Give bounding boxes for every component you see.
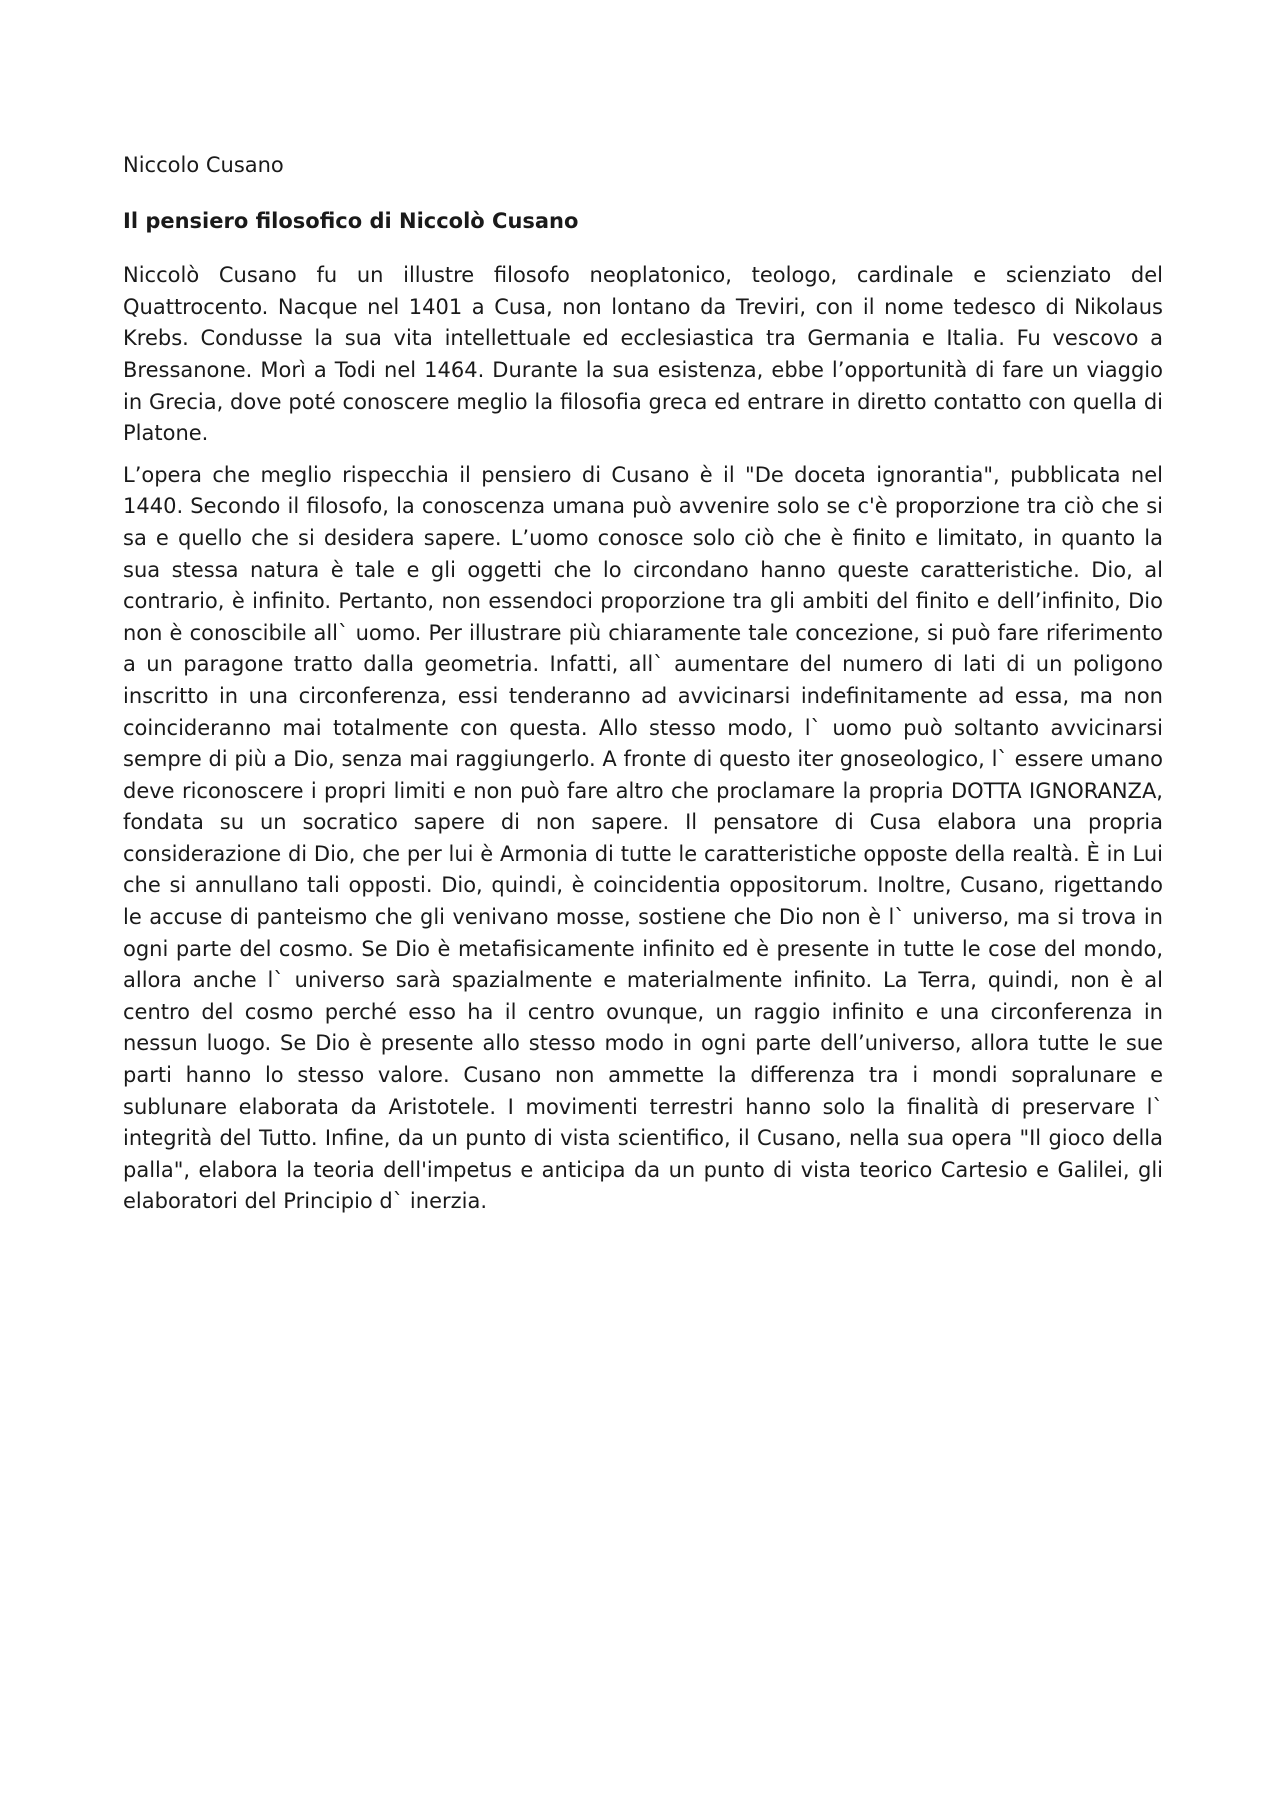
- document-heading: Niccolo Cusano: [123, 153, 284, 177]
- paragraph-intro: Niccolò Cusano fu un illustre filosofo neoplatonico, teologo, cardinale e scienziato del Quattrocento. Nacque nel 1401 a Cusa, non lontano da Treviri, con il nome tedesco di Nikolaus Krebs. Condusse la sua vita intellettuale ed ecclesiastica tra Germania e Italia. Fu vescovo a Bressanone. Morì a Todi nel 1464. Durante la sua esistenza, ebbe l’opportunità di fare un viaggio in Grecia, dove poté conoscere meglio la filosofia greca ed entrare in diretto contatto con quella di Platone.: [123, 263, 1163, 446]
- document-page: [123, 150, 1163, 1228]
- document-title: Il pensiero filosofico di Niccolò Cusano: [123, 208, 579, 233]
- paragraph-main: L’opera che meglio rispecchia il pensiero di Cusano è il "De doceta ignorantia", pubblicata nel 1440. Secondo il filosofo, la conoscenza umana può avvenire solo se c'è proporzione tra ciò che si sa e quello che si desidera sapere. L’uomo conosce solo ciò che è finito e limitato, in quanto la sua stessa natura è tale e gli oggetti che lo circondano hanno queste caratteristiche. Dio, al contrario, è infinito. Pertanto, non essendoci proporzione tra gli ambiti del finito e dell’infinito, Dio non è conoscibile all` uomo. Per illustrare più chiaramente tale concezione, si può fare riferimento a un paragone tratto dalla geometria. Infatti, all` aumentare del numero di lati di un poligono inscritto in una circonferenza, essi tenderanno ad avvicinarsi indefinitamente ad essa, ma non coincideranno mai totalmente con questa. Allo stesso modo, l` uomo può soltanto avvicinarsi sempre di più a Dio, senza mai raggiungerlo. A fronte di questo iter gnoseologico, l` essere umano deve riconoscere i propri limiti e non può fare altro che proclamare la propria DOTTA IGNORANZA, fondata su un socratico sapere di non sapere. Il pensatore di Cusa elabora una propria considerazione di Dio, che per lui è Armonia di tutte le caratteristiche opposte della realtà. È in Lui che si annullano tali opposti. Dio, quindi, è coincidentia oppositorum. Inoltre, Cusano, rigettando le accuse di panteismo che gli venivano mosse, sostiene che Dio non è l` universo, ma si trova in ogni parte del cosmo. Se Dio è metafisicamente infinito ed è presente in tutte le cose del mondo, allora anche l` universo sarà spazialmente e materialmente infinito. La Terra, quindi, non è al centro del cosmo perché esso ha il centro ovunque, un raggio infinito e una circonferenza in nessun luogo. Se Dio è presente allo stesso modo in ogni parte dell’universo, allora tutte le sue parti hanno lo stesso valore. Cusano non ammette la differenza tra i mondi sopralunare e sublunare elaborata da Aristotele. I movimenti terrestri hanno solo la finalità di preservare l` integrità del Tutto. Infine, da un punto di vista scientifico, il Cusano, nella sua opera "Il gioco della palla", elabora la teoria dell'impetus e anticipa da un punto di vista teorico Cartesio e Galilei, gli elaboratori del Principio d` inerzia.: [123, 462, 1163, 1214]
